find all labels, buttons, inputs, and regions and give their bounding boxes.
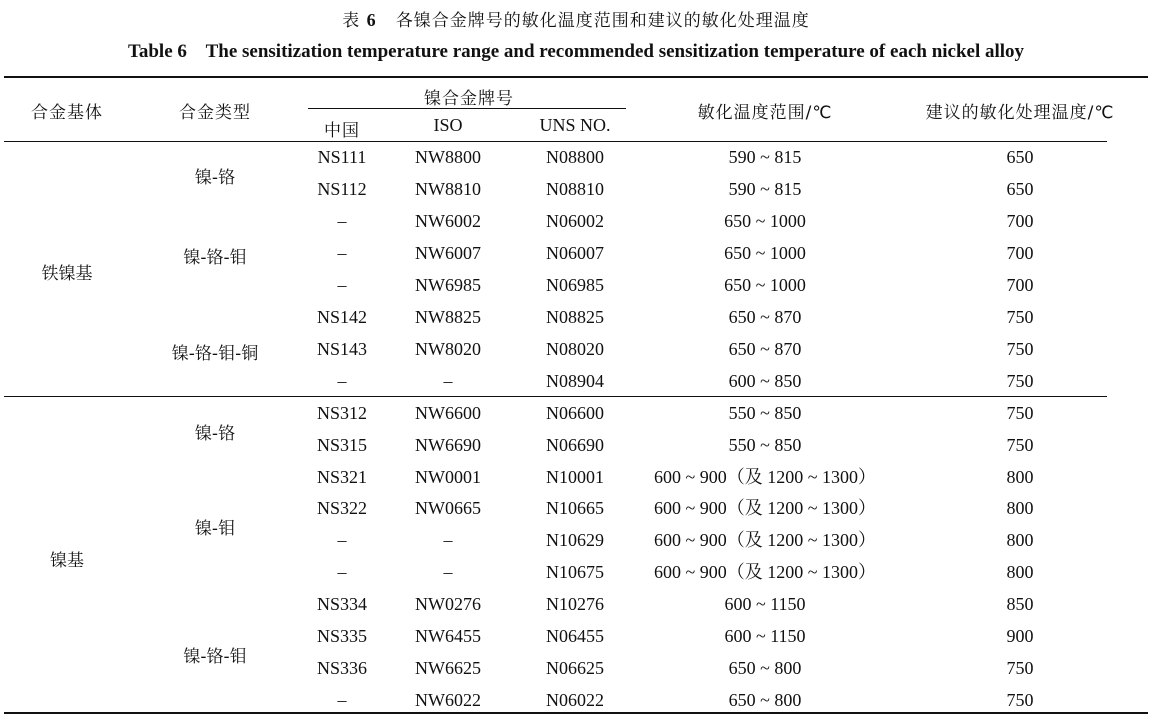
cell-china-grade: NS312 <box>316 402 368 423</box>
cell-iso-grade: NW8810 <box>415 178 481 199</box>
cell-uns-number: N10675 <box>546 562 604 583</box>
cell-iso-grade: NW6625 <box>415 658 481 679</box>
cell-sensitization-range: 550 ~ 850 <box>728 434 802 455</box>
caption-cn-label: 表 <box>342 11 361 31</box>
cell-sensitization-range: 550 ~ 850 <box>728 402 802 423</box>
cell-china-grade: NS315 <box>316 434 368 455</box>
cell-iso-grade: NW0665 <box>415 498 481 519</box>
table-caption-chinese <box>0 6 1152 31</box>
cell-recommended-temperature: 800 <box>1006 562 1034 583</box>
alloy-type-label: 镍-铬 <box>194 167 236 188</box>
cell-iso-grade: NW6600 <box>415 402 481 423</box>
cell-iso-grade: NW6690 <box>415 434 481 455</box>
cell-iso-grade: NW6985 <box>415 274 481 295</box>
cell-recommended-temperature: 750 <box>1006 338 1034 359</box>
header-recommended-temperature: 建议的敏化处理温度/℃ <box>925 103 1115 123</box>
cell-uns-number: N06007 <box>546 242 604 263</box>
cell-sensitization-range: 650 ~ 1000 <box>724 242 806 263</box>
cell-sensitization-range: 650 ~ 1000 <box>724 274 806 295</box>
caption-cn-text: 各镍合金牌号的敏化温度范围和建议的敏化处理温度 <box>395 11 810 31</box>
cell-iso-grade: NW8800 <box>415 147 481 167</box>
top-rule <box>4 76 1148 78</box>
cell-iso-grade: NW6002 <box>415 210 481 231</box>
cell-china-grade: NS142 <box>316 306 368 327</box>
caption-cn-number: 6 <box>366 10 377 30</box>
cell-recommended-temperature: 800 <box>1006 498 1034 519</box>
cell-recommended-temperature: 750 <box>1006 690 1034 711</box>
cell-china-grade: NS112 <box>317 178 367 199</box>
cell-china-grade: NS336 <box>316 658 368 679</box>
cell-china-grade: – <box>337 370 347 391</box>
alloy-type-label: 镍-铬-钼 <box>183 647 247 668</box>
cell-uns-number: N06985 <box>546 274 604 295</box>
cell-recommended-temperature: 750 <box>1006 370 1034 391</box>
cell-china-grade: NS111 <box>317 147 367 167</box>
cell-iso-grade: NW8020 <box>415 338 481 359</box>
header-bottom-rule <box>4 141 1107 142</box>
header-china: 中国 <box>324 121 360 141</box>
cell-sensitization-range: 650 ~ 800 <box>728 658 802 679</box>
header-sensitization-range: 敏化温度范围/℃ <box>697 103 833 123</box>
cell-china-grade: NS334 <box>316 594 368 615</box>
cell-china-grade: – <box>337 274 347 295</box>
group-separator-rule <box>4 396 1107 397</box>
cell-sensitization-range: 650 ~ 800 <box>728 690 802 711</box>
cell-iso-grade: – <box>443 562 453 583</box>
cell-china-grade: – <box>337 242 347 263</box>
alloy-type-label: 镍-铬 <box>194 423 236 444</box>
cell-sensitization-range: 650 ~ 1000 <box>724 210 806 231</box>
cell-sensitization-range: 600 ~ 900（及 1200 ~ 1300） <box>654 562 876 583</box>
alloy-base-label: 铁镍基 <box>41 263 93 284</box>
cell-iso-grade: NW6007 <box>415 242 481 263</box>
cell-uns-number: N10665 <box>546 498 604 519</box>
cell-uns-number: N06625 <box>546 658 604 679</box>
cell-china-grade: NS322 <box>316 498 368 519</box>
cell-uns-number: N08904 <box>546 370 604 391</box>
cell-iso-grade: NW8825 <box>415 306 481 327</box>
header-alloy-base: 合金基体 <box>31 103 103 123</box>
cell-recommended-temperature: 750 <box>1006 434 1034 455</box>
cell-uns-number: N06690 <box>546 434 604 455</box>
cell-uns-number: N06002 <box>546 210 604 231</box>
cell-uns-number: N06022 <box>546 690 604 711</box>
cell-sensitization-range: 600 ~ 900（及 1200 ~ 1300） <box>654 498 876 519</box>
cell-recommended-temperature: 750 <box>1006 658 1034 679</box>
cell-recommended-temperature: 700 <box>1006 242 1034 263</box>
cell-china-grade: NS321 <box>316 466 368 487</box>
cell-iso-grade: NW6455 <box>415 626 481 647</box>
table-caption-english <box>0 41 1152 63</box>
cell-sensitization-range: 600 ~ 1150 <box>724 626 806 647</box>
cell-recommended-temperature: 800 <box>1006 466 1034 487</box>
cell-sensitization-range: 650 ~ 870 <box>728 338 802 359</box>
header-iso: ISO <box>433 115 463 135</box>
alloy-base-label: 镍基 <box>50 551 84 572</box>
cell-iso-grade: – <box>443 370 453 391</box>
bottom-rule <box>4 712 1148 714</box>
cell-iso-grade: NW6022 <box>415 690 481 711</box>
cell-iso-grade: NW0276 <box>415 594 481 615</box>
cell-china-grade: – <box>337 210 347 231</box>
cell-china-grade: NS335 <box>316 626 368 647</box>
cell-uns-number: N06600 <box>546 402 604 423</box>
cell-china-grade: – <box>337 530 347 551</box>
cell-china-grade: – <box>337 562 347 583</box>
cell-recommended-temperature: 750 <box>1006 306 1034 327</box>
cell-uns-number: N10001 <box>546 466 604 487</box>
cell-uns-number: N08800 <box>546 147 604 167</box>
header-alloy-grade: 镍合金牌号 <box>424 89 514 109</box>
alloy-type-label: 镍-铬-钼-铜 <box>171 343 259 364</box>
cell-sensitization-range: 600 ~ 1150 <box>724 594 806 615</box>
cell-iso-grade: NW0001 <box>415 466 481 487</box>
cell-uns-number: N10629 <box>546 530 604 551</box>
cell-sensitization-range: 590 ~ 815 <box>728 178 802 199</box>
cell-uns-number: N08020 <box>546 338 604 359</box>
cell-uns-number: N08825 <box>546 306 604 327</box>
cell-uns-number: N08810 <box>546 178 604 199</box>
cell-uns-number: N06455 <box>546 626 604 647</box>
cell-recommended-temperature: 800 <box>1006 530 1034 551</box>
cell-sensitization-range: 600 ~ 900（及 1200 ~ 1300） <box>654 466 876 487</box>
cell-sensitization-range: 650 ~ 870 <box>728 306 802 327</box>
cell-recommended-temperature: 650 <box>1006 147 1034 167</box>
cell-iso-grade: – <box>443 530 453 551</box>
cell-china-grade: – <box>337 690 347 711</box>
caption-en-text: The sensitization temperature range and recommended sensitization temperature of each nickel alloy <box>205 41 1025 62</box>
cell-sensitization-range: 590 ~ 815 <box>728 147 802 167</box>
cell-recommended-temperature: 700 <box>1006 274 1034 295</box>
caption-en-label: Table 6 <box>127 41 187 62</box>
header-uns: UNS NO. <box>539 115 611 135</box>
cell-recommended-temperature: 700 <box>1006 210 1034 231</box>
cell-recommended-temperature: 900 <box>1006 626 1034 647</box>
header-alloy-type: 合金类型 <box>179 103 251 123</box>
cell-china-grade: NS143 <box>316 338 368 359</box>
cell-sensitization-range: 600 ~ 900（及 1200 ~ 1300） <box>654 530 876 551</box>
cell-uns-number: N10276 <box>546 594 604 615</box>
alloy-type-label: 镍-铬-钼 <box>183 247 247 268</box>
cell-recommended-temperature: 850 <box>1006 594 1034 615</box>
cell-sensitization-range: 600 ~ 850 <box>728 370 802 391</box>
cell-recommended-temperature: 750 <box>1006 402 1034 423</box>
cell-recommended-temperature: 650 <box>1006 178 1034 199</box>
alloy-type-label: 镍-钼 <box>194 519 236 540</box>
